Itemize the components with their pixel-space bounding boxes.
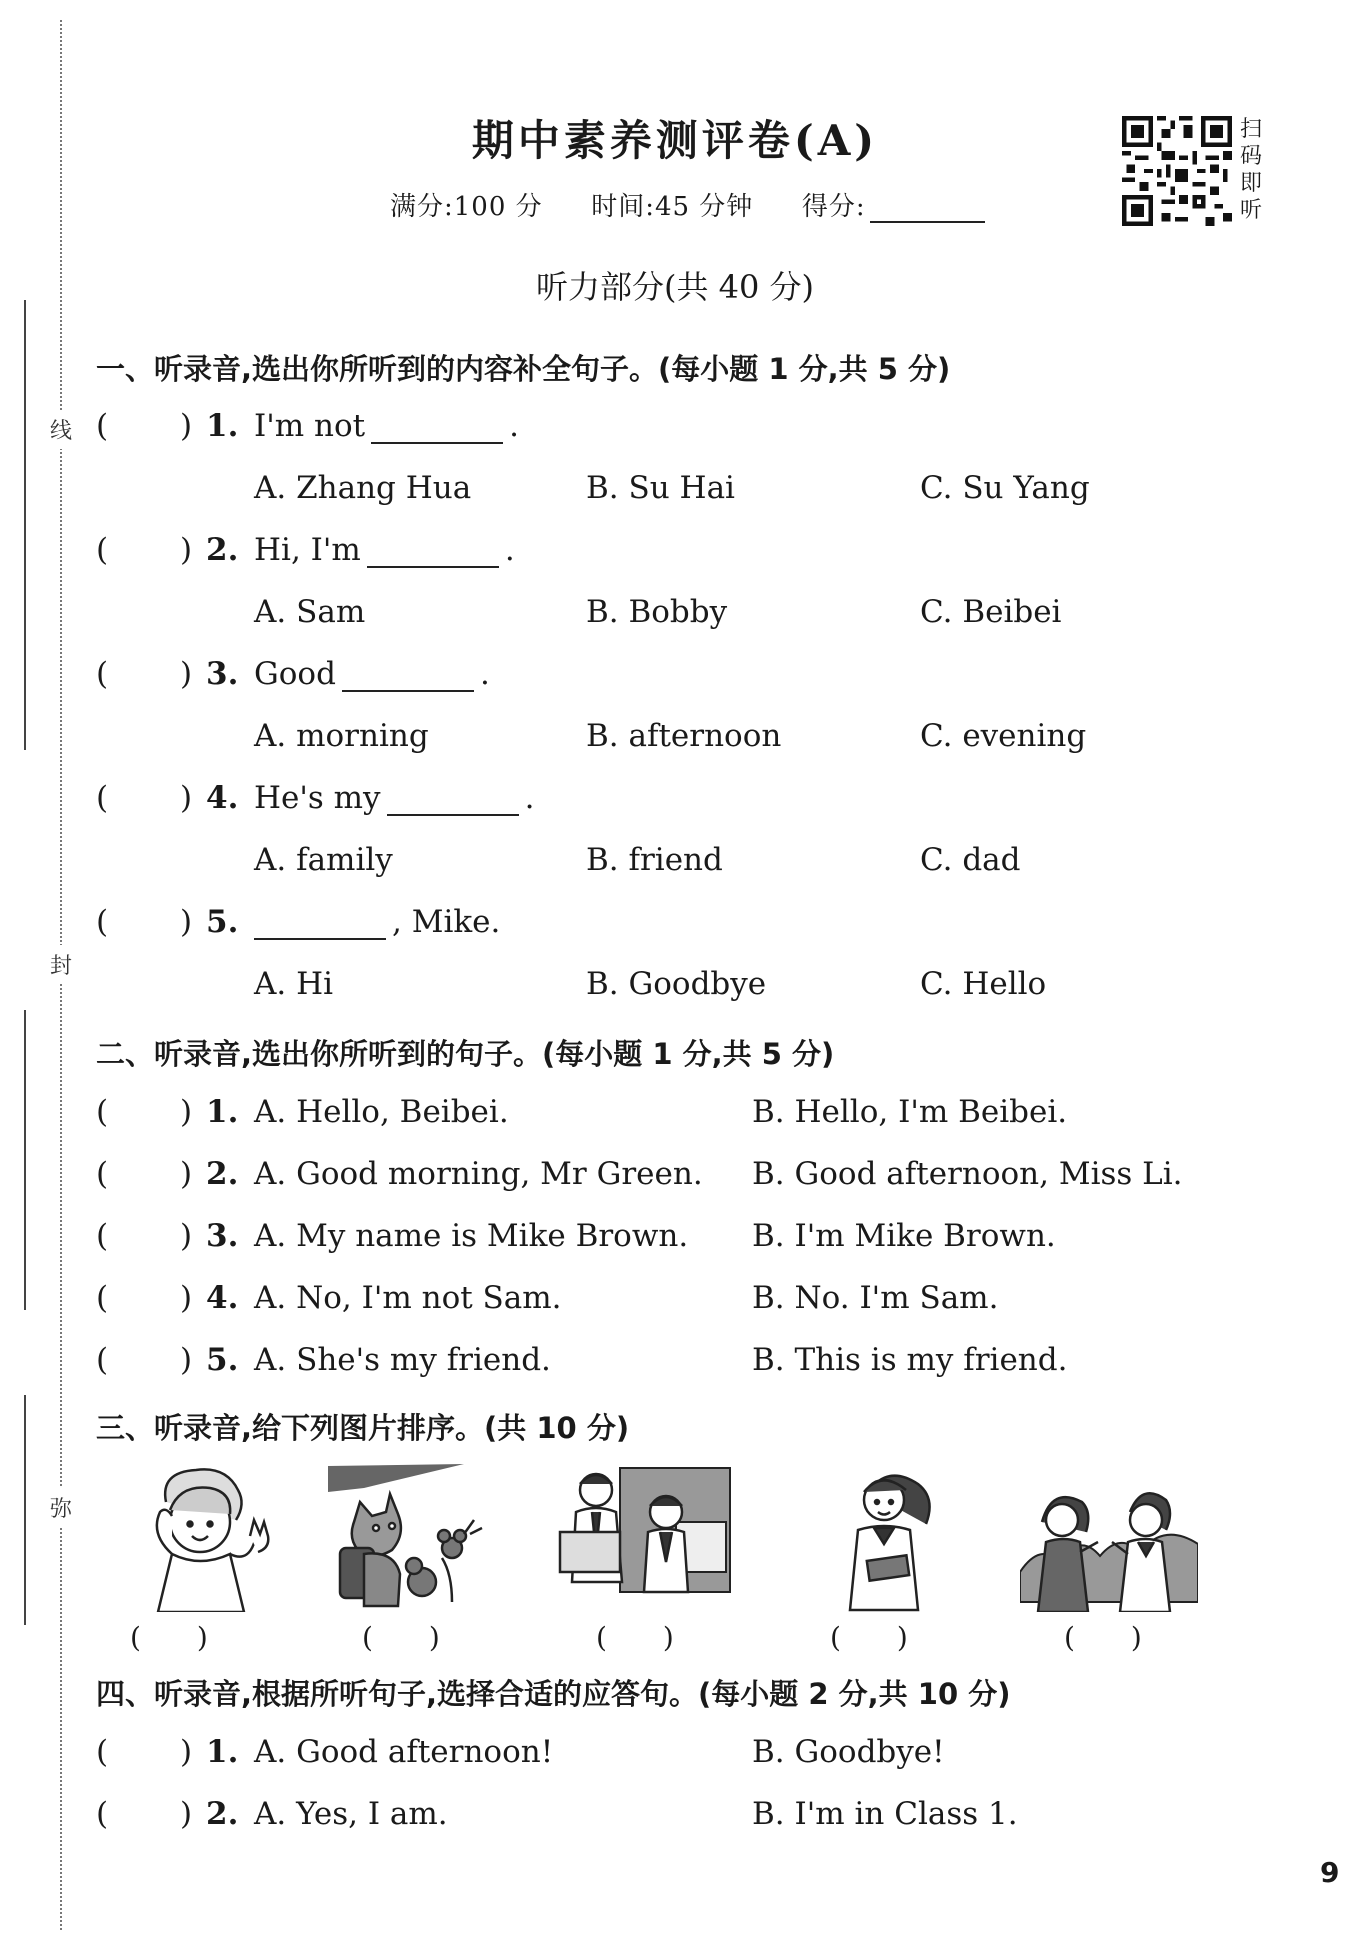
question-stem: [254, 904, 500, 940]
page-number: 9: [1320, 1856, 1340, 1889]
question-number: 1.: [206, 1094, 239, 1130]
option-a[interactable]: A. Yes, I am.: [254, 1796, 448, 1832]
answer-paren-open[interactable]: (: [96, 408, 109, 444]
stem-text: Good: [254, 656, 336, 692]
picture-5-answer[interactable]: ( ): [1064, 1621, 1142, 1654]
question-number: 5.: [206, 1342, 239, 1378]
option-a[interactable]: A. morning: [254, 718, 429, 754]
stem-text: Hi, I'm: [254, 532, 361, 568]
stem-end: .: [509, 408, 519, 444]
question-number: 4.: [206, 780, 239, 816]
question-stem: [254, 656, 490, 692]
answer-paren-open[interactable]: (: [96, 780, 109, 816]
option-a[interactable]: A. family: [254, 842, 393, 878]
option-a[interactable]: A. My name is Mike Brown.: [254, 1218, 689, 1254]
option-b[interactable]: B. Bobby: [586, 594, 728, 630]
question-number: 3.: [206, 1218, 239, 1254]
option-b[interactable]: B. Goodbye: [586, 966, 767, 1002]
question-number: 5.: [206, 904, 239, 940]
fill-blank[interactable]: [342, 660, 474, 692]
fill-blank[interactable]: [254, 908, 386, 940]
answer-paren-close: ): [180, 1734, 193, 1770]
option-a[interactable]: A. Good morning, Mr Green.: [254, 1156, 703, 1192]
answer-paren-open[interactable]: (: [96, 1734, 109, 1770]
stem-end: .: [524, 780, 535, 816]
option-c[interactable]: C. Su Yang: [920, 470, 1090, 506]
fill-blank[interactable]: [371, 412, 503, 444]
page-title: 期中素养测评卷(A): [471, 116, 879, 165]
question-number: 3.: [206, 656, 239, 692]
question-number: 4.: [206, 1280, 239, 1316]
option-b[interactable]: B. This is my friend.: [752, 1342, 1068, 1378]
question-number: 2.: [206, 1796, 239, 1832]
full-score: 满分:100 分: [390, 192, 543, 222]
answer-paren-open[interactable]: (: [96, 1156, 109, 1192]
answer-paren-close: ): [180, 532, 193, 568]
margin-cut-rule-top: [24, 300, 26, 750]
answer-paren-close: ): [180, 656, 193, 692]
option-a[interactable]: A. Good afternoon!: [254, 1734, 554, 1770]
picture-3-answer[interactable]: ( ): [596, 1621, 674, 1654]
stem-end: .: [479, 656, 490, 692]
stem-text: He's my: [254, 780, 381, 816]
option-b[interactable]: B. Hello, I'm Beibei.: [752, 1094, 1068, 1130]
option-b[interactable]: B. friend: [586, 842, 723, 878]
boy-waving-picture: [118, 1462, 296, 1612]
option-b[interactable]: B. No. I'm Sam.: [752, 1280, 999, 1316]
answer-paren-open[interactable]: (: [96, 656, 109, 692]
margin-cut-rule-mid: [24, 1010, 26, 1310]
answer-paren-close: ): [180, 1280, 193, 1316]
score-blank[interactable]: [870, 195, 985, 223]
answer-paren-close: ): [180, 1342, 193, 1378]
time-limit: 时间:45 分钟: [591, 192, 754, 222]
option-a[interactable]: A. No, I'm not Sam.: [254, 1280, 562, 1316]
option-b[interactable]: B. I'm in Class 1.: [752, 1796, 1018, 1832]
option-c[interactable]: C. dad: [920, 842, 1021, 878]
teacher-and-boy-picture: [556, 1462, 734, 1612]
question-number: 2.: [206, 532, 239, 568]
question-number: 2.: [206, 1156, 239, 1192]
picture-2-answer[interactable]: ( ): [362, 1621, 440, 1654]
score-got-label: 得分:: [801, 192, 866, 222]
answer-paren-close: ): [180, 408, 193, 444]
answer-paren-close: ): [180, 1218, 193, 1254]
answer-paren-open[interactable]: (: [96, 1094, 109, 1130]
cat-and-mice-picture: [324, 1462, 502, 1612]
answer-paren-close: ): [180, 1094, 193, 1130]
section-1-title: 一、听录音,选出你所听到的内容补全句子。(每小题 1 分,共 5 分): [96, 352, 951, 386]
stem-end: .: [504, 532, 515, 568]
option-a[interactable]: A. She's my friend.: [254, 1342, 551, 1378]
question-number: 1.: [206, 408, 239, 444]
stem-end: , Mike.: [392, 904, 501, 940]
answer-paren-close: ): [180, 1156, 193, 1192]
fill-blank[interactable]: [387, 784, 519, 816]
answer-paren-close: ): [180, 904, 193, 940]
answer-paren-close: ): [180, 1796, 193, 1832]
option-b[interactable]: B. Su Hai: [586, 470, 735, 506]
answer-paren-open[interactable]: (: [96, 1218, 109, 1254]
margin-seal2-char: 弥: [50, 1488, 72, 1527]
picture-4-answer[interactable]: ( ): [830, 1621, 908, 1654]
answer-paren-open[interactable]: (: [96, 1796, 109, 1832]
option-b[interactable]: B. Good afternoon, Miss Li.: [752, 1156, 1183, 1192]
answer-paren-open[interactable]: (: [96, 1342, 109, 1378]
question-number: 1.: [206, 1734, 239, 1770]
listening-part-heading: 听力部分(共 40 分): [535, 268, 815, 306]
qr-scan-label: 扫码即听: [1240, 117, 1263, 223]
answer-paren-open[interactable]: (: [96, 1280, 109, 1316]
option-a[interactable]: A. Sam: [254, 594, 366, 630]
option-a[interactable]: A. Hi: [254, 966, 334, 1002]
question-stem: [254, 408, 519, 444]
option-b[interactable]: B. I'm Mike Brown.: [752, 1218, 1056, 1254]
margin-seal-char: 封: [50, 945, 72, 984]
section-3-title: 三、听录音,给下列图片排序。(共 10 分): [96, 1411, 630, 1445]
girl-with-book-picture: [824, 1462, 1002, 1612]
two-girls-greeting-picture: [1020, 1462, 1198, 1612]
stem-text: I'm not: [254, 408, 366, 444]
margin-line-char: 线: [50, 410, 72, 449]
option-b[interactable]: B. afternoon: [586, 718, 782, 754]
option-a[interactable]: A. Hello, Beibei.: [254, 1094, 509, 1130]
margin-cut-rule-bottom: [24, 1395, 26, 1625]
section-4-title: 四、听录音,根据所听句子,选择合适的应答句。(每小题 2 分,共 10 分): [96, 1677, 1011, 1711]
option-c[interactable]: C. Beibei: [920, 594, 1062, 630]
answer-paren-open[interactable]: (: [96, 532, 109, 568]
picture-1-answer[interactable]: ( ): [130, 1621, 208, 1654]
option-b[interactable]: B. Goodbye!: [752, 1734, 945, 1770]
qr-code-icon[interactable]: [1122, 116, 1232, 226]
option-c[interactable]: C. Hello: [920, 966, 1047, 1002]
option-c[interactable]: C. evening: [920, 718, 1087, 754]
option-a[interactable]: A. Zhang Hua: [254, 470, 472, 506]
question-stem: [254, 780, 534, 816]
score-info: [390, 186, 985, 223]
section-2-title: 二、听录音,选出你所听到的句子。(每小题 1 分,共 5 分): [96, 1037, 835, 1071]
answer-paren-open[interactable]: (: [96, 904, 109, 940]
fill-blank[interactable]: [367, 536, 499, 568]
question-stem: [254, 532, 515, 568]
answer-paren-close: ): [180, 780, 193, 816]
